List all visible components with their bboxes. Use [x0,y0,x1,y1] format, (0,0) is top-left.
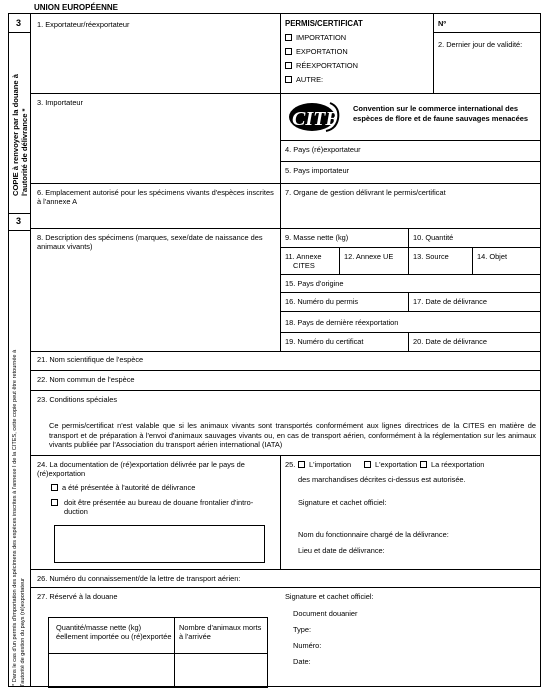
row-divider-311 [280,311,541,312]
box23-label: 23. Conditions spéciales [37,395,118,404]
box27-signature: Signature et cachet officiel: [285,592,374,601]
row-divider-455 [30,455,541,456]
box25-authorized-text: des marchandises décrites ci-dessus est autorisée. [298,475,466,484]
box20-label: 20. Date de délivrance [413,337,487,346]
box27-label: 27. Réservé à la douane [37,592,118,601]
union-header: UNION EUROPÉENNE [34,3,119,12]
col-divider-19-20 [408,332,409,351]
row-divider-587 [30,587,541,588]
box11-label-2: CITES [293,261,315,270]
box4-label: 4. Pays (ré)exportateur [285,145,361,154]
side-bottom-divider [8,213,30,214]
box3-label: 3. Importateur [37,98,84,107]
box18-label: 18. Pays de dernière réexportation [285,318,399,327]
box1-label: 1. Exportateur/réexportateur [37,20,130,29]
box24-label: 24. La documentation de (ré)exportation délivrée par le pays de (ré)exportation [37,460,245,479]
box13-label: 13. Source [413,252,449,261]
box22-label: 22. Nom commun de l'espèce [37,375,135,384]
box25-official-name: Nom du fonctionnaire chargé de la délivrance: [298,530,449,539]
box24-option-to-present-label: doit être présentée au bureau de douane frontalier d'intro-duction [64,498,254,517]
row-divider-93 [30,93,541,94]
box19-label: 19. Numéro du certificat [285,337,364,346]
box8-label: 8. Description des spécimens (marques, sexe/date de naissance des animaux vivants) [37,233,263,252]
permit-option-reexportation[interactable]: RÉEXPORTATION [285,61,358,70]
box27-col1-header: Quantité/masse nette (kg) éellement importée ou (ré)exportée [56,623,172,642]
box16-label: 16. Numéro du permis [285,297,359,306]
box6-label: 6. Emplacement autorisé pour les spécimens vivants d'espèces inscrites à l'annexe A [37,188,274,207]
box12-label: 12. Annexe UE [344,252,394,261]
row-divider-370 [30,370,541,371]
main-left-border [30,230,31,687]
permit-title: PERMIS/CERTIFICAT [285,19,363,28]
box17-label: 17. Date de délivrance [413,297,487,306]
box14-label: 14. Objet [477,252,507,261]
no-label: Nº [438,19,447,28]
box15-label: 15. Pays d'origine [285,279,344,288]
box10-label: 10. Quantité [413,233,454,242]
box11-label-1: 11. Annexe [285,252,322,261]
box25-place-date: Lieu et date de délivrance: [298,546,385,555]
col-divider-24-25 [280,455,281,569]
box27-number: Numéro: [293,641,322,650]
checkbox[interactable] [298,461,305,468]
box27-type: Type: [293,625,312,634]
box27-table-row-divider [48,653,268,654]
box25-option-import[interactable]: L'importation [298,460,351,469]
no-divider [433,32,541,33]
checkbox[interactable] [51,499,58,506]
copy-number-bottom: 3 [16,216,22,226]
box5-label: 5. Pays importateur [285,166,350,175]
box23-text: Ce permis/certificat n'est valable que si les animaux vivants sont transportés conformément aux lignes directrices de la CITES en matière de transport et de préparation à l'envoi d'animaux sauvages vivants ou, en cas de transport aérien, conformément à la réglementation sur les animaux vivants publiée par l'Association du transport aérien international (IATA) [49,421,536,450]
checkbox[interactable] [285,62,292,69]
box25-number: 25. [285,460,296,469]
footnote-line-2: l'autorité de gestion du pays (ré)exportateur [20,577,26,686]
checkbox[interactable] [364,461,371,468]
cites-logo-text: CITES [292,108,346,130]
row-divider-228 [30,228,541,229]
checkbox[interactable] [420,461,427,468]
permit-option-exportation[interactable]: EXPORTATION [285,47,348,56]
col-divider-12-13 [408,247,409,274]
box24-option-presented[interactable]: a été présentée à l'autorité de délivrance [51,483,195,492]
box9-label: 9. Masse nette (kg) [285,233,349,242]
col-divider-13-14 [472,247,473,274]
row-divider-274 [280,274,541,275]
row-divider-247 [280,247,541,248]
box25-option-reexport[interactable]: La réexportation [420,460,484,469]
copy-label-line-1: COPIE à renvoyer par la douane à [11,74,20,196]
box24-input-area[interactable] [54,525,265,563]
box27-col2-header: Nombre d'animaux morts à l'arrivée [179,623,262,642]
side-strip-end [8,230,30,231]
col-divider-11-12 [339,247,340,274]
col-divider-9-10 [408,228,409,247]
side-top-divider [8,32,30,33]
checkbox[interactable] [51,484,58,491]
box2-label: 2. Dernier jour de validité: [438,40,523,49]
copy-label-line-2: l'autorité de délivrance * [20,108,29,196]
box25-option-export[interactable]: L'exportation [364,460,417,469]
box24-option-to-present[interactable] [51,498,62,507]
box26-label: 26. Numéro du connaissement/de la lettre de transport aérien: [37,574,241,583]
box7-label: 7. Organe de gestion délivrant le permis/certificat [285,188,446,197]
row-divider-183 [30,183,541,184]
row-divider-161 [280,161,541,162]
row-divider-332 [280,332,541,333]
row-divider-292 [280,292,541,293]
checkbox[interactable] [285,48,292,55]
box25-signature: Signature et cachet officiel: [298,498,387,507]
box21-label: 21. Nom scientifique de l'espèce [37,355,144,364]
footnote-line-1: * Dans le cas d'un permis d'importation des spécimens des espèces inscrites à l'annexe I de la CITES, cette copie peut être retournée à [12,349,18,686]
checkbox[interactable] [285,76,292,83]
col-divider-16-17 [408,292,409,311]
copy-number-top: 3 [16,18,22,28]
checkbox[interactable] [285,34,292,41]
side-strip-divider [30,13,31,230]
permit-option-importation[interactable]: IMPORTATION [285,33,346,42]
cites-logo [286,97,346,135]
cites-convention: Convention sur le commerce international des espèces de flore et de faune sauvages menacées [353,104,529,123]
row-divider-569 [30,569,541,570]
row-divider-390 [30,390,541,391]
col-divider-no [433,13,434,93]
row-divider-351 [30,351,541,352]
box27-customs-document: Document douanier [293,609,358,618]
permit-option-autre[interactable]: AUTRE: [285,75,323,84]
row-divider-140 [280,140,541,141]
col-divider-main [280,13,281,351]
box27-date: Date: [293,657,311,666]
